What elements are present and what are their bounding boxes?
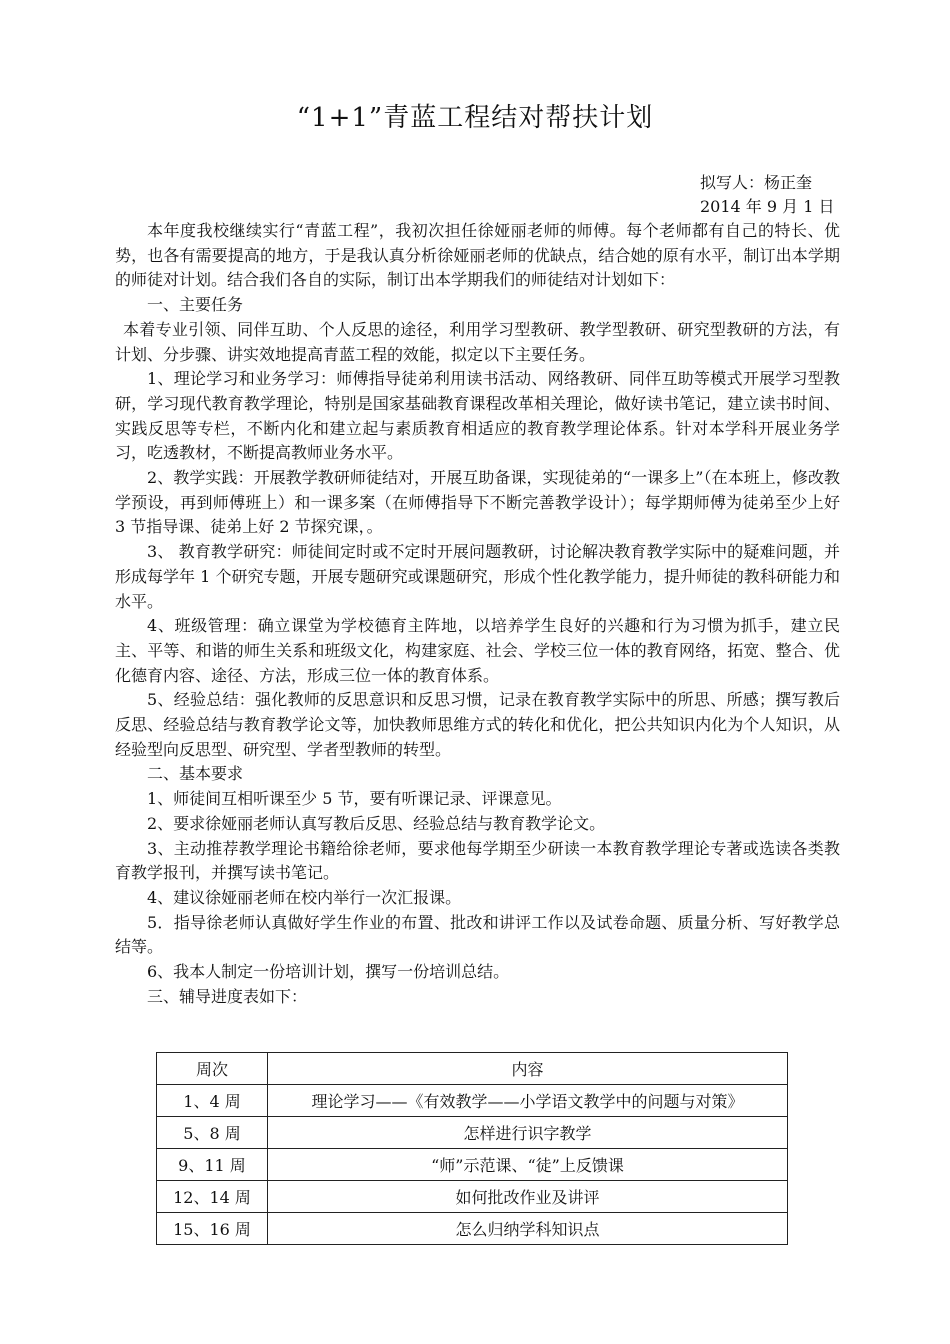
table-header-row [157, 1053, 788, 1085]
requirement-item: 4、建议徐娅丽老师在校内举行一次汇报课。 [147, 887, 462, 907]
schedule-table [156, 1052, 788, 1245]
table-row [157, 1181, 788, 1213]
document-body [115, 219, 840, 1010]
content-cell: 怎么归纳学科知识点 [268, 1213, 788, 1245]
table-row [157, 1117, 788, 1149]
task-item: 5、经验总结：强化教师的反思意识和反思习惯，记录在教育教学实际中的所思、所感；撰写教后反思、经验总结与教育教学论文等，加快教师思维方式的转化和优化，把公共知识内化为个人知识，从经验型向反思型、研究型、学者型教师的转型。 [115, 690, 840, 759]
section-1-lead: 本着专业引领、同伴互助、个人反思的途径，利用学习型教研、教学型教研、研究型教研的方法，有计划、分步骤、讲实效地提高青蓝工程的效能，拟定以下主要任务。 [115, 319, 840, 364]
content-cell: 如何批改作业及讲评 [268, 1181, 788, 1213]
task-item: 1、理论学习和业务学习：师傅指导徒弟利用读书活动、网络教研、同伴互助等模式开展学习型教研，学习现代教育教学理论，特别是国家基础教育课程改革相关理论，做好读书笔记，建立读书时间、实践反思等专栏，不断内化和建立起与素质教育相适应的教育教学理论体系。针对本学科开展业务学习，吃透教材，不断提高教师业务水平。 [115, 369, 840, 463]
section-2-heading: 二、基本要求 [147, 764, 244, 784]
week-cell: 9、11 周 [157, 1149, 268, 1181]
intro-paragraph: 本年度我校继续实行“青蓝工程”，我初次担任徐娅丽老师的师傅。每个老师都有自己的特长、优势，也各有需要提高的地方，于是我认真分析徐娅丽老师的优缺点，结合她的原有水平，制订出本学期的师徒对计划。结合我们各自的实际，制订出本学期我们的师徒结对计划如下： [115, 221, 840, 290]
week-cell: 15、16 周 [157, 1213, 268, 1245]
task-item: 2、教学实践：开展教学教研师徒结对，开展互助备课，实现徒弟的“一课多上”（在本班上，修改教学预设，再到师傅班上）和一课多案（在师傅指导下不断完善教学设计）；每学期师傅为徒弟至少上好 3 节指导课、徒弟上好 2 节探究课，。 [115, 468, 840, 537]
requirement-item: 3、主动推荐教学理论书籍给徐老师，要求他每学期至少研读一本教育教学理论专著或选读各类教育教学报刊，并撰写读书笔记。 [115, 838, 840, 883]
header-content: 内容 [268, 1053, 788, 1085]
content-cell: 怎样进行识字教学 [268, 1117, 788, 1149]
section-1-heading: 一、主要任务 [147, 295, 244, 315]
requirement-item: 2、要求徐娅丽老师认真写教后反思、经验总结与教育教学论文。 [147, 813, 606, 833]
content-cell: 理论学习——《有效教学——小学语文教学中的问题与对策》 [268, 1085, 788, 1117]
date-line: 2014 年 9 月 1 日 [700, 197, 835, 216]
table-row [157, 1085, 788, 1117]
document-title: “1+1”青蓝工程结对帮扶计划 [296, 103, 654, 133]
table-row [157, 1213, 788, 1245]
task-item: 4、班级管理：确立课堂为学校德育主阵地，以培养学生良好的兴趣和行为习惯为抓手，建立民主、平等、和谐的师生关系和班级文化，构建家庭、社会、学校三位一体的教育网络，拓宽、整合、优化德育内容、途径、方法，形成三位一体的教育体系。 [115, 616, 840, 685]
task-item: 3、 教育教学研究：师徒间定时或不定时开展问题教研，讨论解决教育教学实际中的疑难问题，并形成每学年 1 个研究专题，开展专题研究或课题研究，形成个性化教学能力，提升师徒的教科研能力和水平。 [115, 542, 840, 611]
requirement-item: 5．指导徐老师认真做好学生作业的布置、批改和讲评工作以及试卷命题、质量分析、写好教学总结等。 [115, 912, 840, 957]
week-cell: 12、14 周 [157, 1181, 268, 1213]
week-cell: 1、4 周 [157, 1085, 268, 1117]
requirement-item: 6、我本人制定一份培训计划，撰写一份培训总结。 [147, 962, 510, 982]
content-cell: “师”示范课、“徒”上反馈课 [268, 1149, 788, 1181]
week-cell: 5、8 周 [157, 1117, 268, 1149]
header-week: 周次 [157, 1053, 268, 1085]
requirement-item: 1、师徒间互相听课至少 5 节，要有听课记录、评课意见。 [147, 789, 562, 809]
section-3-heading: 三、辅导进度表如下： [147, 986, 308, 1006]
table-row [157, 1149, 788, 1181]
author-line: 拟写人：杨正奎 [700, 173, 813, 192]
